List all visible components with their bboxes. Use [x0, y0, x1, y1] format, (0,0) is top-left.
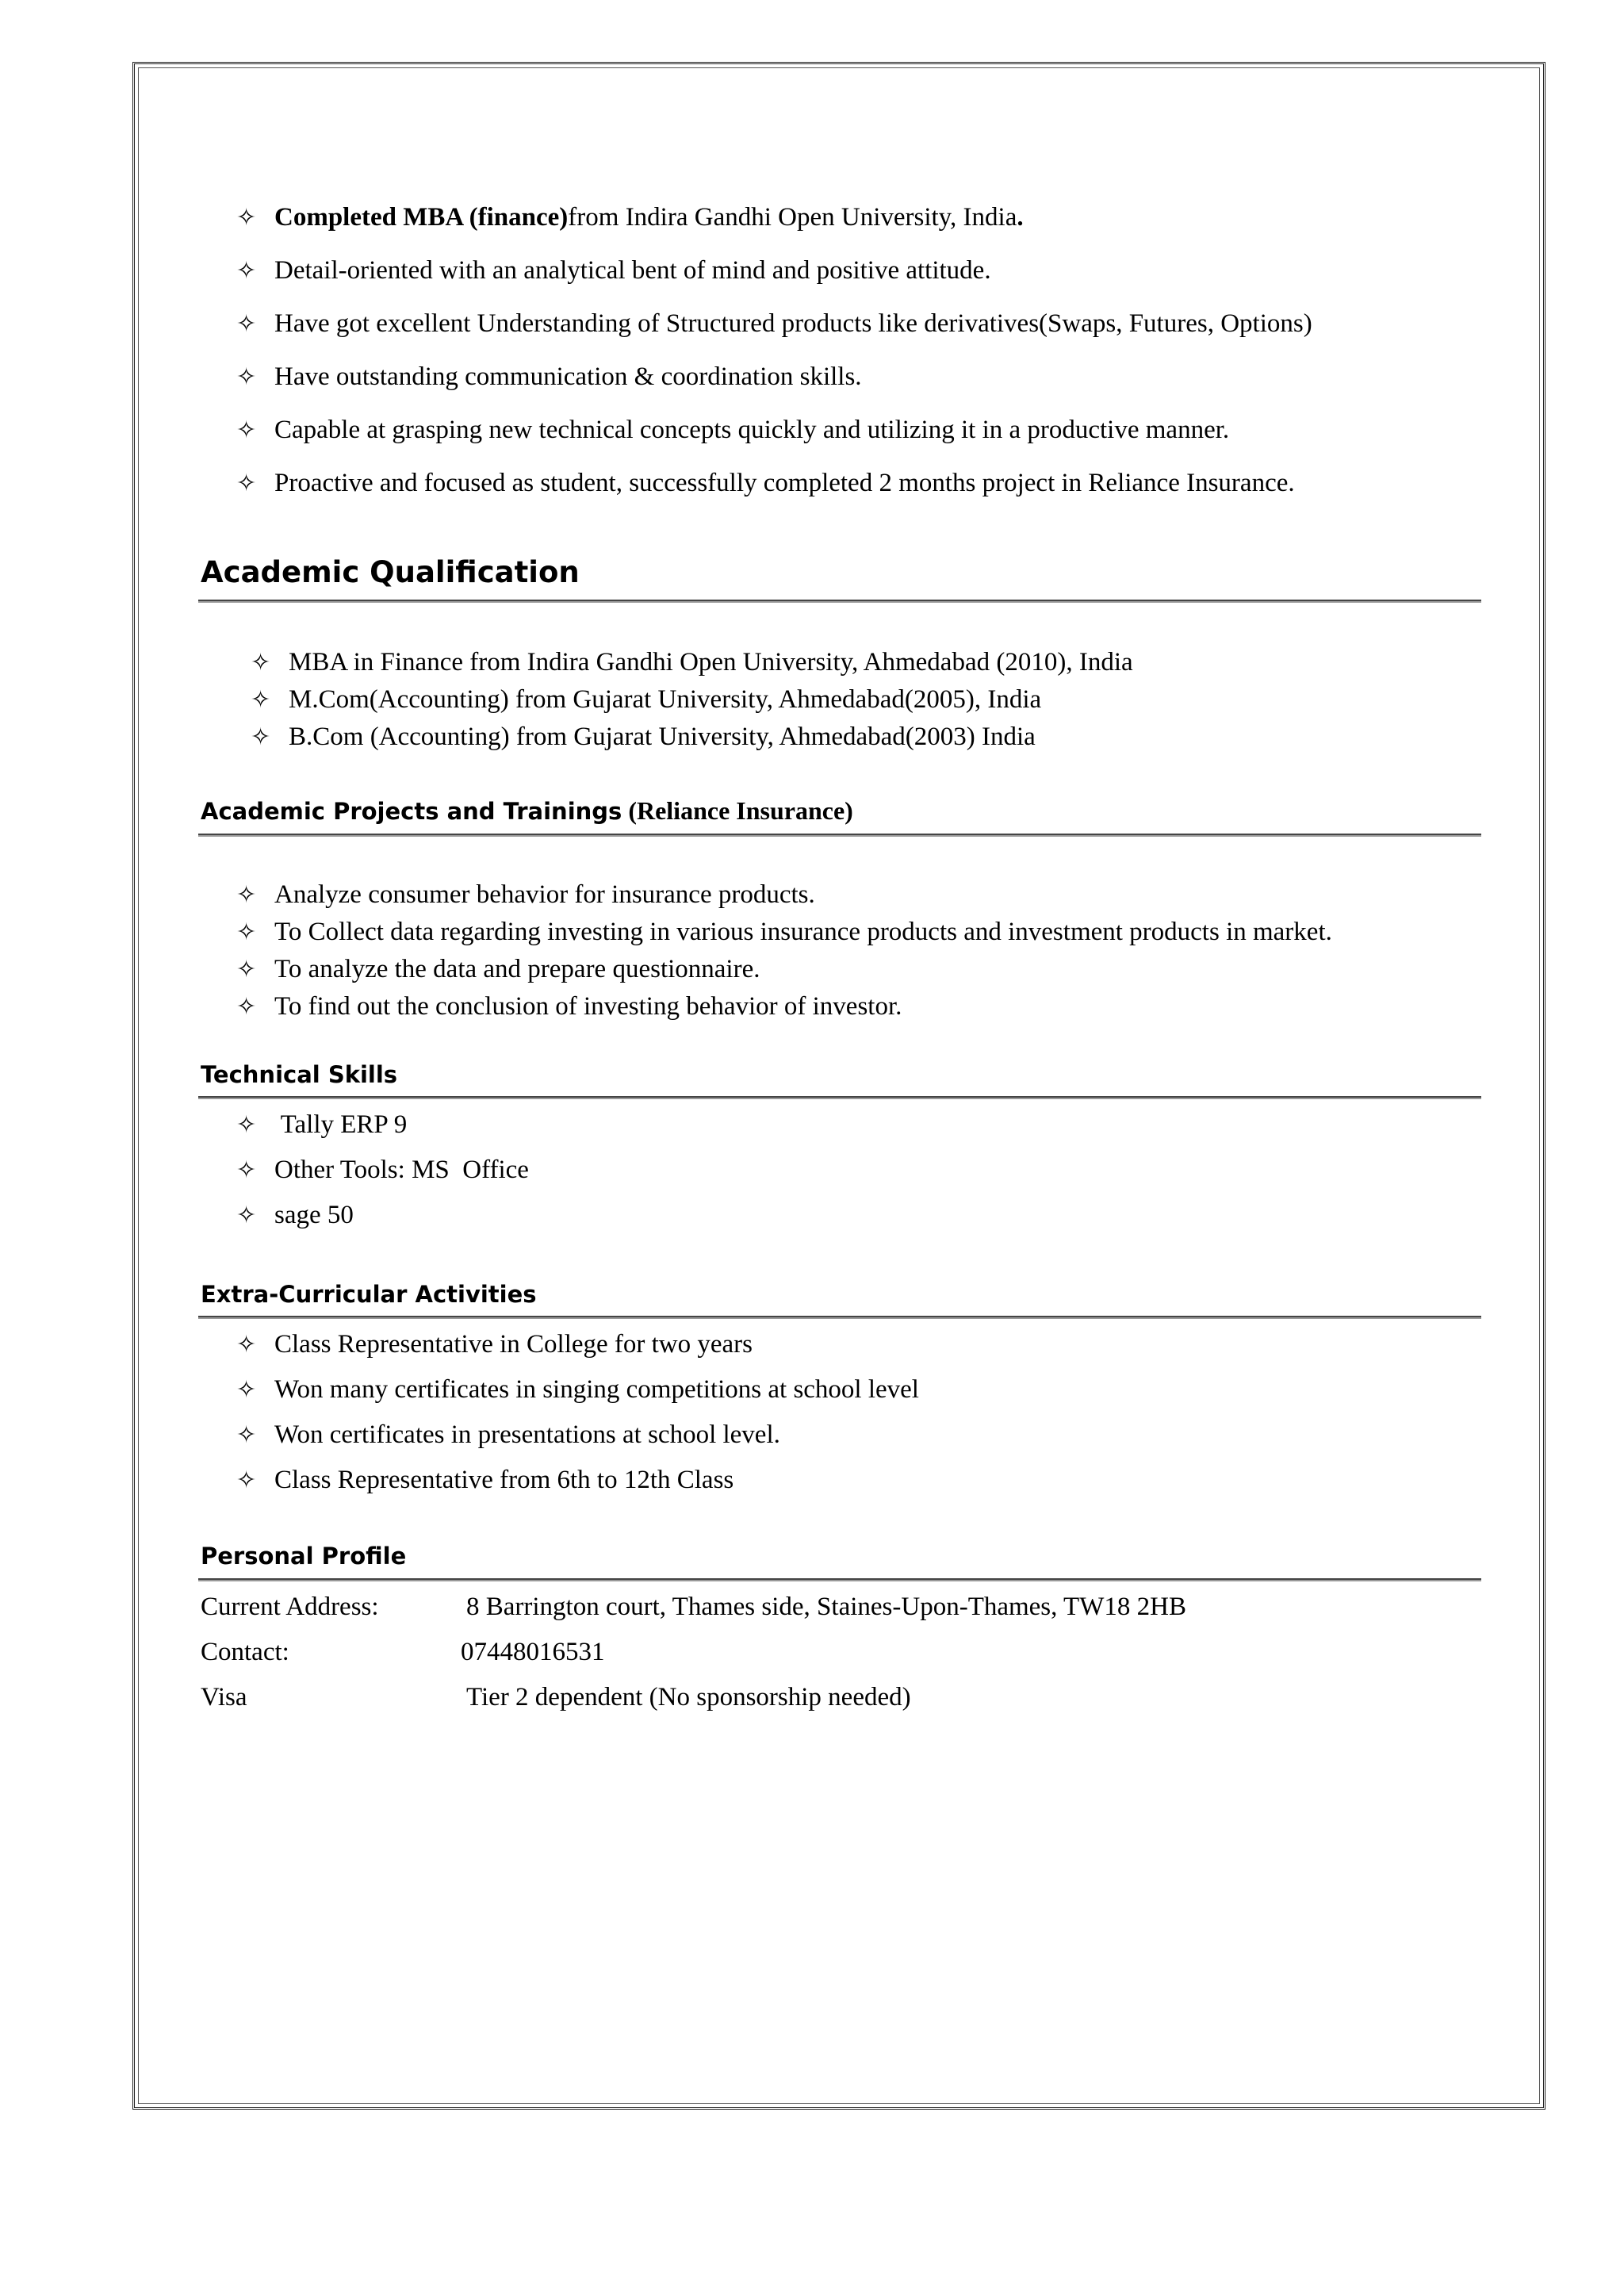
list-item: ✧ To analyze the data and prepare questionnaire.: [236, 953, 760, 986]
list-item: ✧ Class Representative from 6th to 12th Class: [236, 1464, 733, 1497]
section-divider: [198, 1096, 1481, 1099]
profile-value: Tier 2 dependent (No sponsorship needed): [466, 1683, 911, 1711]
section-heading-academic: Academic Qualification: [201, 555, 580, 589]
summary-item: ✧ Have outstanding communication & coordination skills.: [236, 361, 862, 393]
star-bullet-icon: ✧: [236, 1422, 257, 1448]
profile-label: Contact:: [201, 1638, 289, 1666]
section-divider: [198, 834, 1481, 837]
star-bullet-icon: ✧: [251, 650, 271, 676]
star-bullet-icon: ✧: [251, 724, 271, 750]
star-bullet-icon: ✧: [236, 258, 257, 284]
list-item: ✧ Won many certificates in singing competitions at school level: [236, 1374, 919, 1406]
star-bullet-icon: ✧: [236, 1377, 257, 1403]
profile-contact-row: [201, 1636, 605, 1668]
list-item: ✧ Class Representative in College for two years: [236, 1328, 753, 1361]
list-item: ✧ Tally ERP 9: [236, 1109, 407, 1141]
star-bullet-icon: ✧: [236, 364, 257, 390]
star-bullet-icon: ✧: [251, 687, 271, 713]
star-bullet-icon: ✧: [236, 994, 257, 1020]
list-item: ✧ Analyze consumer behavior for insurance products.: [236, 879, 815, 911]
profile-address-row: [201, 1591, 1186, 1623]
profile-value: 07448016531: [461, 1638, 605, 1666]
summary-item: ✧ Capable at grasping new technical concepts quickly and utilizing it in a productive manner.: [236, 414, 1229, 447]
list-item: ✧ sage 50: [236, 1199, 354, 1232]
star-bullet-icon: ✧: [236, 1157, 257, 1183]
star-bullet-icon: ✧: [236, 1467, 257, 1493]
summary-item: ✧ Completed MBA (finance) from Indira Gandhi Open University, India .: [236, 201, 1024, 234]
star-bullet-icon: ✧: [236, 919, 257, 945]
summary-item: ✧ Have got excellent Understanding of Structured products like derivatives(Swaps, Futures, Options): [236, 308, 1312, 340]
summary-item: ✧ Detail-oriented with an analytical bent of mind and positive attitude.: [236, 255, 991, 287]
profile-label: Visa: [201, 1683, 247, 1711]
star-bullet-icon: ✧: [236, 311, 257, 337]
star-bullet-icon: ✧: [236, 417, 257, 443]
summary-item: ✧ Proactive and focused as student, successfully completed 2 months project in Reliance Insurance.: [236, 467, 1295, 500]
section-heading-technical: Technical Skills: [201, 1061, 398, 1088]
section-divider: [198, 1316, 1481, 1319]
star-bullet-icon: ✧: [236, 1332, 257, 1358]
list-item: ✧ B.Com (Accounting) from Gujarat University, Ahmedabad(2003) India: [251, 721, 1036, 753]
star-bullet-icon: ✧: [236, 1112, 257, 1138]
list-item: ✧ To Collect data regarding investing in various insurance products and investment products in market.: [236, 916, 1332, 949]
star-bullet-icon: ✧: [236, 1202, 257, 1228]
list-item: ✧ Won certificates in presentations at school level.: [236, 1419, 780, 1451]
list-item: ✧ MBA in Finance from Indira Gandhi Open University, Ahmedabad (2010), India: [251, 646, 1133, 679]
section-heading-profile: Personal Profile: [201, 1543, 407, 1570]
profile-value: 8 Barrington court, Thames side, Staines-Upon-Thames, TW18 2HB: [466, 1593, 1186, 1621]
star-bullet-icon: ✧: [236, 882, 257, 908]
list-item: ✧ M.Com(Accounting) from Gujarat University, Ahmedabad(2005), India: [251, 684, 1041, 716]
section-heading-projects: Academic Projects and Trainings (Reliance Insurance): [201, 796, 853, 825]
star-bullet-icon: ✧: [236, 205, 257, 231]
profile-visa-row: [201, 1681, 911, 1713]
star-bullet-icon: ✧: [236, 470, 257, 496]
star-bullet-icon: ✧: [236, 956, 257, 983]
list-item: ✧ Other Tools: MS Office: [236, 1154, 529, 1186]
list-item: ✧ To find out the conclusion of investing behavior of investor.: [236, 991, 902, 1023]
profile-label: Current Address:: [201, 1593, 379, 1621]
section-divider: [198, 600, 1481, 603]
section-divider: [198, 1578, 1481, 1581]
section-heading-extra: Extra-Curricular Activities: [201, 1281, 537, 1308]
